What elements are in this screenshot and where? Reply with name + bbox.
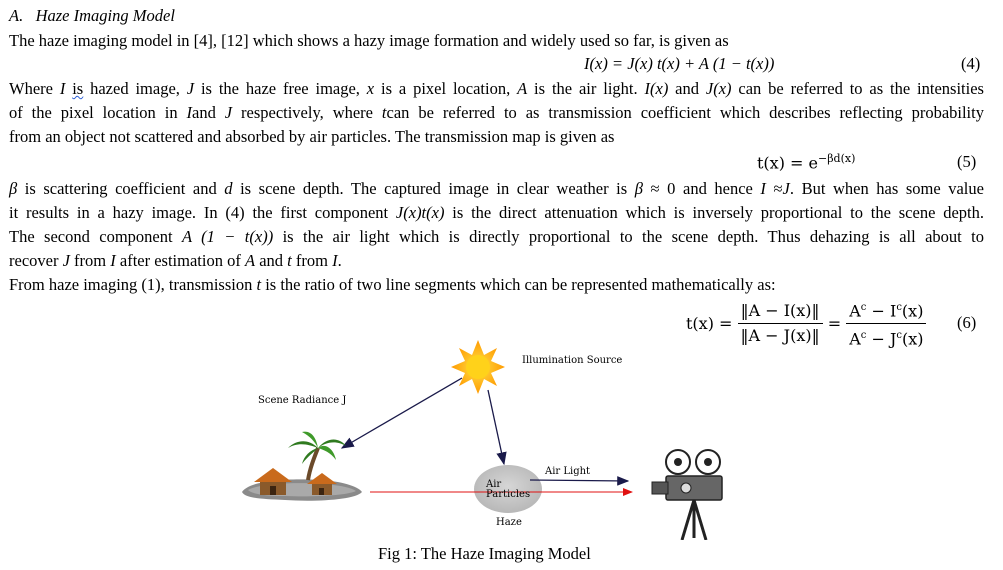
paragraph-line: Where I is hazed image, J is the haze free image, x is a pixel location, A is the air light. I(x) and J(x) can be referred to as the intensities <box>9 79 984 98</box>
paragraph-line: The haze imaging model in [4], [12] which shows a hazy image formation and widely used so far, is given as <box>9 31 729 50</box>
scene-radiance-label: Scene Radiance J <box>258 395 347 406</box>
paragraph-line: from an object not scattered and absorbed by air particles. The transmission map is given as <box>9 127 615 146</box>
air-light-label: Air Light <box>545 466 591 477</box>
equation-number: (6) <box>957 313 977 332</box>
island-scene-icon <box>242 432 362 501</box>
illumination-label: Illumination Source <box>522 355 623 366</box>
paragraph-line: From haze imaging (1), transmission t is the ratio of two line segments which can be represented mathematically as: <box>9 275 776 294</box>
haze-model-figure <box>230 340 770 540</box>
equation-6: t(x) = $\frac{‖A - I(x)‖}{‖A - J(x)‖}$ = $\frac{A^c - I^c(x)}{A^c - J^c(x)}$ <box>686 298 926 350</box>
paragraph-line: The second component A (1 − t(x)) is the air light which is directly proportional to the scene depth. Thus dehazing is all about to <box>9 227 984 246</box>
equation-5: $t(x) = e^{-\beta d(x)}$ <box>757 152 856 173</box>
equation-number: (5) <box>957 152 977 171</box>
camera-icon <box>652 450 722 540</box>
figure-caption: Fig 1: The Haze Imaging Model <box>378 544 591 563</box>
haze-label: Haze <box>496 517 522 528</box>
air-label: Air <box>486 479 502 490</box>
arrow-to-scene <box>342 378 462 448</box>
paragraph-line: recover J from I after estimation of A and t from I. <box>9 251 342 270</box>
equation-4: I(x) = J(x) t(x) + A (1 − t(x)) <box>584 54 775 73</box>
air-light-arrow <box>530 480 628 481</box>
arrow-to-air <box>488 390 504 464</box>
section-heading: A. Haze Imaging Model <box>9 6 175 25</box>
particles-label: Particles <box>486 489 531 500</box>
sun-icon <box>451 340 505 394</box>
paragraph-line: β is scattering coefficient and d is scene depth. The captured image in clear weather is β ≈ 0 and hence I ≈J. But when has some value <box>9 179 984 198</box>
paragraph-line: it results in a hazy image. In (4) the first component J(x)t(x) is the direct attenuation which is inversely proportional to the scene depth. <box>9 203 984 222</box>
equation-number: (4) <box>961 54 981 73</box>
paragraph-line: of the pixel location in Iand J respectively, where tcan be referred to as transmission coefficient which describes reflecting probability <box>9 103 984 122</box>
